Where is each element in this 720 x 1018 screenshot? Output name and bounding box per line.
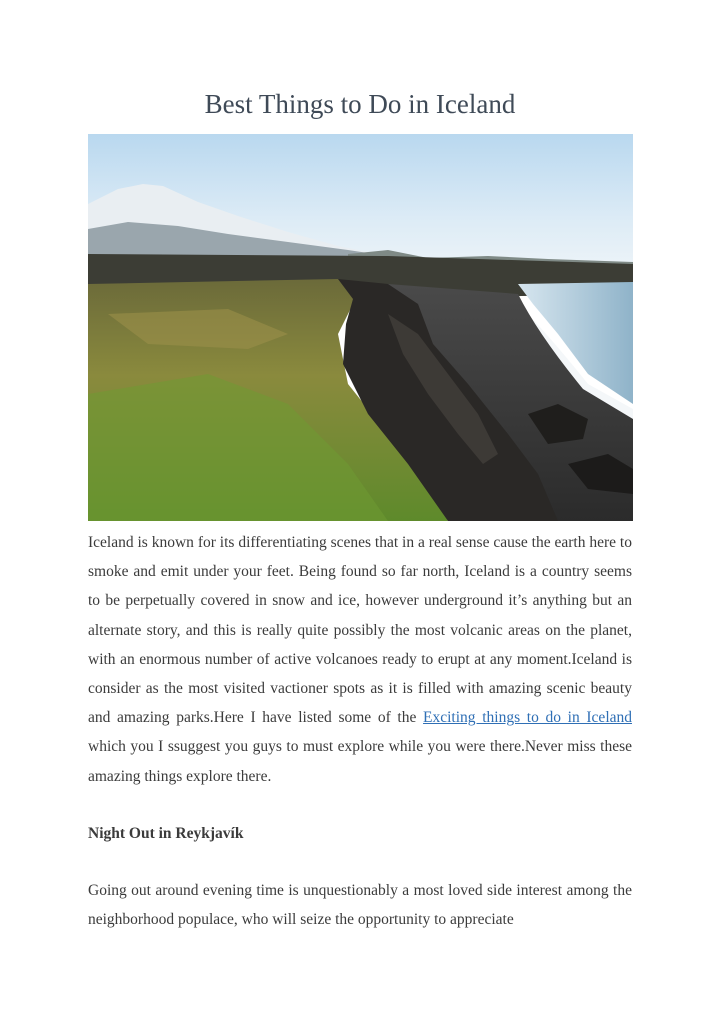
intro-paragraph	[88, 528, 632, 791]
intro-text-before-link: Iceland is known for its differentiating scenes that in a real sense cause the earth here to smoke and emit under your feet. Being found so far north, Iceland is a country seems to be perpetually covered in snow and ice, however underground it’s anything but an alternate story, and this is really quite possibly the most volcanic areas on the planet, with an enormous number of active volcanoes ready to erupt at any moment.Iceland is consider as the most visited vactioner spots as it is filled with amazing scenic beauty and amazing parks.Here I have listed some of the	[88, 534, 632, 727]
intro-text-after-link: which you I ssuggest you guys to must explore while you were there.Never miss these amazing things explore there.	[88, 738, 632, 785]
section-paragraph: Going out around evening time is unquestionably a most loved side interest among the neighborhood populace, who will seize the opportunity to appreciate	[88, 882, 632, 929]
hero-image	[88, 134, 633, 521]
section-heading: Night Out in Reykjavík	[88, 825, 244, 842]
exciting-things-link[interactable]: Exciting things to do in Iceland	[423, 709, 632, 727]
page-title: Best Things to Do in Iceland	[204, 89, 516, 119]
